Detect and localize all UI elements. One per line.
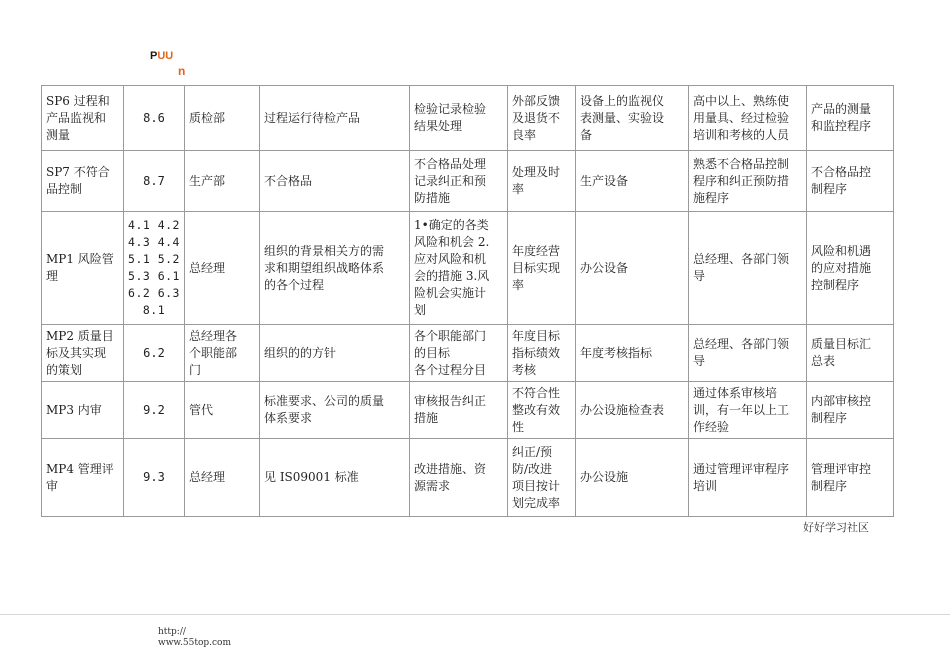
cell-input: 组织的背景相关方的需 求和期望组织战略体系 的各个过程 — [260, 212, 410, 325]
cell-personnel: 熟悉不合格品控制 程序和纠正预防措 施程序 — [689, 151, 807, 212]
table-row — [42, 212, 894, 325]
cell-indicator: 年度经营 目标实现 率 — [508, 212, 576, 325]
cell-process: SP7 不符合 品控制 — [42, 151, 124, 212]
cell-document: 产品的测量 和监控程序 — [807, 86, 894, 151]
cell-process: MP3 内审 — [42, 382, 124, 439]
footer-url-line2: www.55top.com — [158, 638, 232, 648]
cell-input: 不合格品 — [260, 151, 410, 212]
footer-divider — [0, 614, 950, 615]
cell-input: 组织的的方针 — [260, 325, 410, 382]
cell-process: MP4 管理评 审 — [42, 439, 124, 517]
cell-output: 不合格品处理 记录纠正和预 防措施 — [410, 151, 508, 212]
cell-indicator: 处理及时 率 — [508, 151, 576, 212]
cell-process: MP1 风险管 理 — [42, 212, 124, 325]
cell-resources: 生产设备 — [576, 151, 689, 212]
cell-output: 检验记录检验 结果处理 — [410, 86, 508, 151]
cell-process: SP6 过程和 产品监视和 测量 — [42, 86, 124, 151]
cell-indicator: 纠正/预 防/改进 项目按计 划完成率 — [508, 439, 576, 517]
cell-resources: 年度考核指标 — [576, 325, 689, 382]
cell-clause: 9.3 — [124, 439, 185, 517]
logo-line2: n — [178, 64, 186, 78]
cell-dept: 总经理 — [185, 212, 260, 325]
cell-output: 各个职能部门 的目标 各个过程分目 — [410, 325, 508, 382]
cell-personnel: 高中以上、熟练使 用量具、经过检验 培训和考核的人员 — [689, 86, 807, 151]
cell-indicator: 不符合性 整改有效 性 — [508, 382, 576, 439]
cell-personnel: 通过体系审核培 训，有一年以上工 作经验 — [689, 382, 807, 439]
table-row — [42, 151, 894, 212]
watermark-text: 好好学习社区 — [803, 521, 869, 534]
table-body — [42, 86, 894, 517]
cell-personnel: 总经理、各部门领 导 — [689, 212, 807, 325]
footer-url-line1: http:// — [158, 627, 186, 637]
table-row — [42, 382, 894, 439]
process-table — [41, 85, 894, 517]
cell-clause: 8.7 — [124, 151, 185, 212]
cell-dept: 管代 — [185, 382, 260, 439]
cell-clause: 6.2 — [124, 325, 185, 382]
cell-output: 1•确定的各类 风险和机会 2. 应对风险和机 会的措施 3.风 险机会实施计 划 — [410, 212, 508, 325]
cell-dept: 总经理各 个职能部 门 — [185, 325, 260, 382]
table-row — [42, 325, 894, 382]
cell-process: MP2 质量目 标及其实现 的策划 — [42, 325, 124, 382]
cell-document: 风险和机遇 的应对措施 控制程序 — [807, 212, 894, 325]
cell-clause: 4.1 4.2 4.3 4.4 5.1 5.2 5.3 6.1 6.2 6.3 8.1 — [124, 212, 185, 325]
cell-personnel: 总经理、各部门领 导 — [689, 325, 807, 382]
cell-document: 管理评审控 制程序 — [807, 439, 894, 517]
cell-resources: 设备上的监视仪 表测量、实验设 备 — [576, 86, 689, 151]
cell-dept: 生产部 — [185, 151, 260, 212]
cell-input: 见 IS09001 标准 — [260, 439, 410, 517]
cell-resources: 办公设施检查表 — [576, 382, 689, 439]
table-row — [42, 86, 894, 151]
table-row — [42, 439, 894, 517]
cell-document: 质量目标汇 总表 — [807, 325, 894, 382]
cell-dept: 总经理 — [185, 439, 260, 517]
logo — [150, 50, 190, 80]
cell-indicator: 外部反馈 及退货不 良率 — [508, 86, 576, 151]
cell-indicator: 年度目标 指标绩效 考核 — [508, 325, 576, 382]
cell-input: 标准要求、公司的质量 体系要求 — [260, 382, 410, 439]
cell-resources: 办公设备 — [576, 212, 689, 325]
cell-resources: 办公设施 — [576, 439, 689, 517]
cell-output: 审核报告纠正 措施 — [410, 382, 508, 439]
cell-dept: 质检部 — [185, 86, 260, 151]
cell-output: 改进措施、资 源需求 — [410, 439, 508, 517]
cell-input: 过程运行待检产品 — [260, 86, 410, 151]
cell-document: 内部审核控 制程序 — [807, 382, 894, 439]
cell-clause: 8.6 — [124, 86, 185, 151]
logo-line1: PUU — [150, 50, 174, 62]
cell-personnel: 通过管理评审程序 培训 — [689, 439, 807, 517]
cell-clause: 9.2 — [124, 382, 185, 439]
footer-url[interactable] — [158, 627, 231, 649]
cell-document: 不合格品控 制程序 — [807, 151, 894, 212]
